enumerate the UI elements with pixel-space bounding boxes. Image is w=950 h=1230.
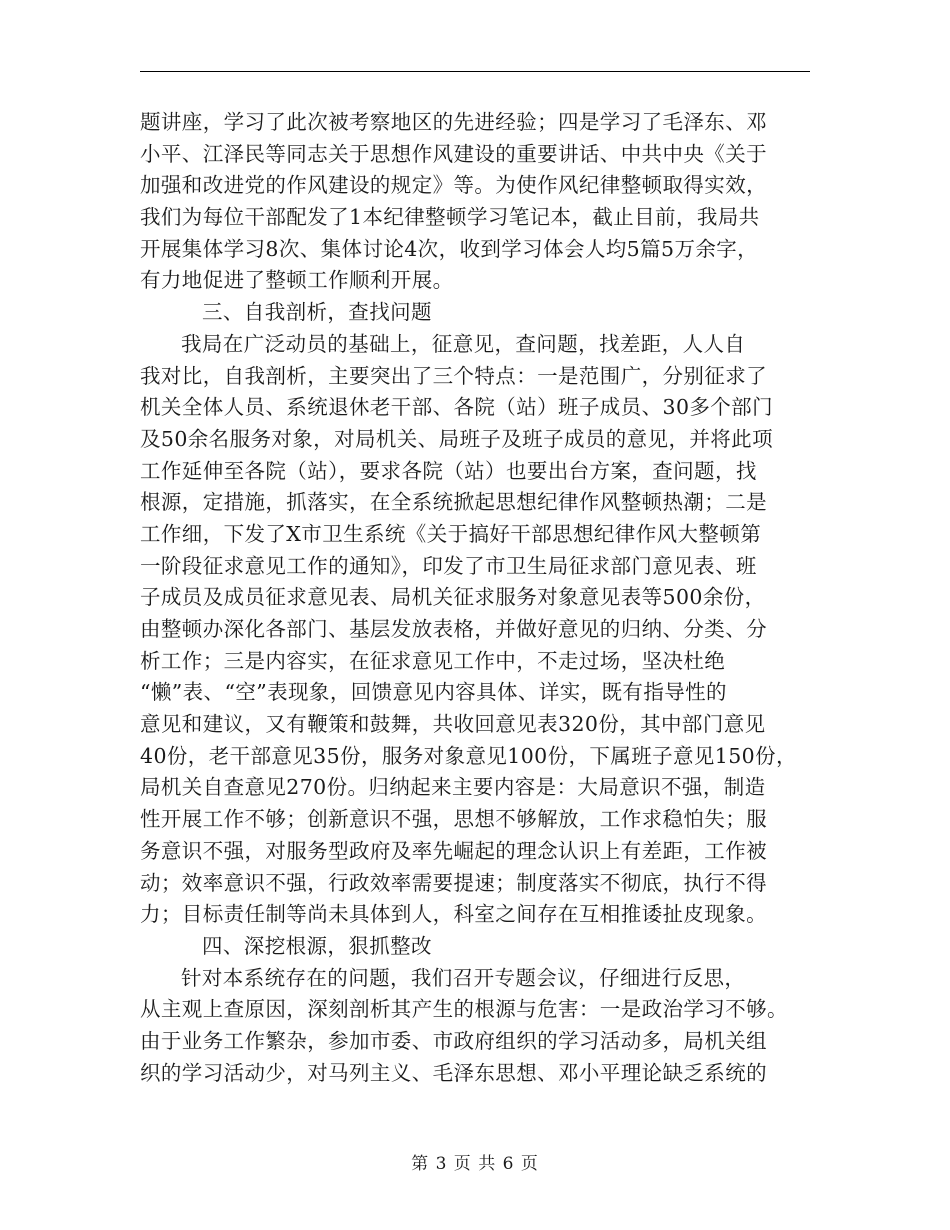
text-line: 根源，定措施，抓落实，在全系统掀起思想纪律作风整顿热潮；二是 <box>140 490 767 515</box>
text-line: 性开展工作不够；创新意识不强，思想不够解放，工作求稳怕失；服 <box>140 807 767 832</box>
paragraph-start-line: 针对本系统存在的问题，我们召开专题会议，仔细进行反思， <box>181 965 746 990</box>
section-heading: 三、自我剖析，查找问题 <box>202 300 432 325</box>
text-line: 工作延伸至各院（站），要求各院（站）也要出台方案，查问题，找 <box>140 458 757 483</box>
section-heading: 四、深挖根源，狠抓整改 <box>202 933 432 958</box>
text-line: 一阶段征求意见工作的通知》，印发了市卫生局征求部门意见表、班 <box>140 553 757 578</box>
text-line: 40份，老干部意见35份，服务对象意见100份，下属班子意见150份， <box>140 743 797 768</box>
text-line: 及50余名服务对象，对局机关、局班子及班子成员的意见，并将此项 <box>140 426 773 451</box>
text-line: “懒”表、“空”表现象，回馈意见内容具体、详实，既有指导性的 <box>140 680 727 705</box>
body-text <box>140 107 830 1089</box>
text-line: 由整顿办深化各部门、基层发放表格，并做好意见的归纳、分类、分 <box>140 617 767 641</box>
text-line: 工作细，下发了X市卫生系统《关于搞好干部思想纪律作风大整顿第 <box>140 521 762 546</box>
text-line: 由于业务工作繁杂，参加市委、市政府组织的学习活动多，局机关组 <box>140 1028 767 1053</box>
text-line: 意见和建议，又有鞭策和鼓舞，共收回意见表320份，其中部门意见 <box>140 712 766 737</box>
text-line: 局机关自查意见270份。归纳起来主要内容是：大局意识不强，制造 <box>140 775 766 800</box>
text-line: 务意识不强，对服务型政府及率先崛起的理念认识上有差距，工作被 <box>140 838 767 863</box>
text-line: 织的学习活动少，对马列主义、毛泽东思想、邓小平理论缺乏系统的 <box>140 1060 767 1085</box>
text-line: 析工作；三是内容实，在征求意见工作中，不走过场，坚决杜绝 <box>140 648 726 673</box>
text-line: 我对比，自我剖析，主要突出了三个特点：一是范围广，分别征求了 <box>140 363 767 388</box>
paragraph-start-line: 我局在广泛动员的基础上，征意见，查问题，找差距，人人自 <box>181 331 746 356</box>
text-line: 小平、江泽民等同志关于思想作风建设的重要讲话、中共中央《关于 <box>140 141 767 166</box>
page-number-footer: 第 3 页 共 6 页 <box>411 1154 539 1174</box>
text-line: 从主观上查原因，深刻剖析其产生的根源与危害：一是政治学习不够。 <box>140 997 788 1022</box>
header-rule <box>140 71 810 72</box>
text-line: 加强和改进党的作风建设的规定》等。为使作风纪律整顿取得实效， <box>140 173 767 198</box>
text-line: 动；效率意识不强，行政效率需要提速；制度落实不彻底，执行不得 <box>140 870 767 895</box>
text-line: 子成员及成员征求意见表、局机关征求服务对象意见表等500余份， <box>140 585 766 610</box>
text-line: 机关全体人员、系统退休老干部、各院（站）班子成员、30多个部门 <box>140 395 773 420</box>
text-line: 开展集体学习8次、集体讨论4次，收到学习体会人均5篇5万余字， <box>140 236 759 261</box>
text-line: 题讲座，学习了此次被考察地区的先进经验；四是学习了毛泽东、邓 <box>140 110 767 134</box>
text-line: 有力地促进了整顿工作顺利开展。 <box>140 268 454 293</box>
text-line: 力；目标责任制等尚未具体到人，科室之间存在互相推诿扯皮现象。 <box>140 902 767 927</box>
text-line: 我们为每位干部配发了1本纪律整顿学习笔记本，截止目前，我局共 <box>140 205 760 230</box>
